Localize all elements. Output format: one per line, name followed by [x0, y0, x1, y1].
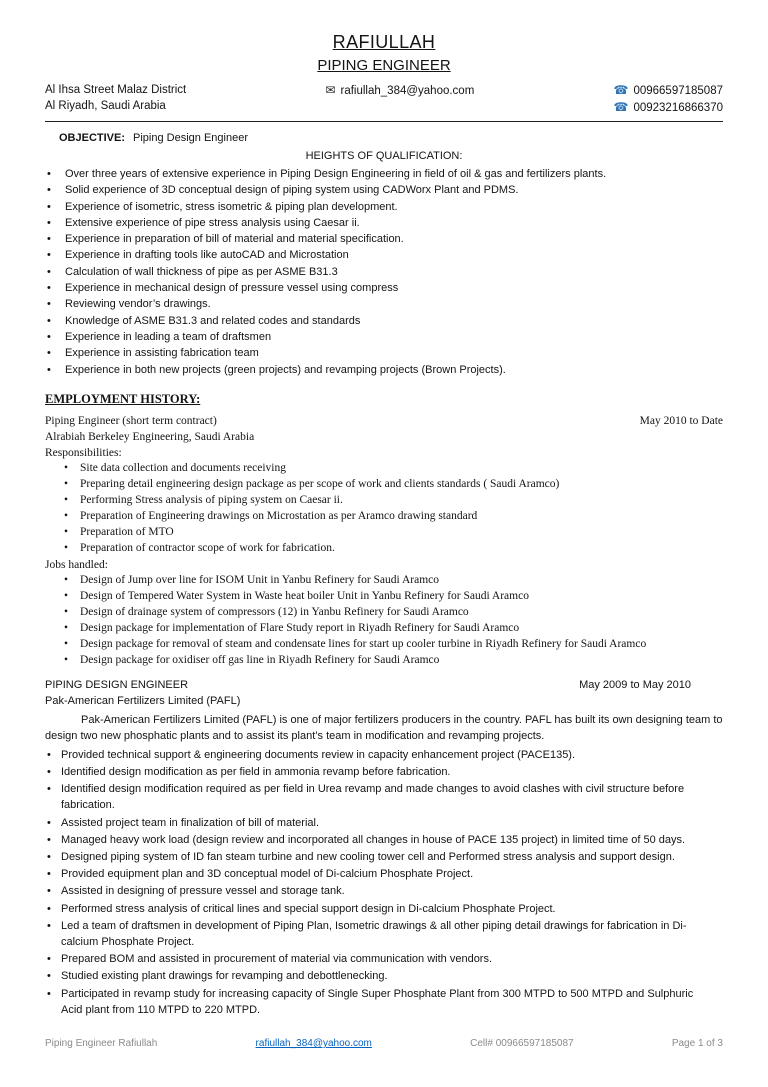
- responsibility-item: • Preparing detail engineering design package as per scope of work and clients standards ( Saudi Aramco): [62, 477, 723, 493]
- envelope-icon: ✉: [325, 83, 336, 97]
- qualification-item: • Experience in mechanical design of pressure vessel using compress: [45, 280, 723, 296]
- qualification-item: • Experience in both new projects (green projects) and revamping projects (Brown Projects).: [45, 362, 723, 378]
- qualification-item: • Experience in drafting tools like autoCAD and Microstation: [45, 247, 723, 263]
- email-block: [325, 83, 474, 97]
- job2-description: Pak-American Fertilizers Limited (PAFL) is one of major fertilizers producers in the country. PAFL has built its own designing team to design two new phosphatic plants and to assist its plant’s team in modification and revamping projects.: [45, 713, 723, 743]
- job-handled-item: • Design package for oxidiser off gas line in Riyadh Refinery for Saudi Aramco: [62, 653, 723, 669]
- highlight-item: • Led a team of draftsmen in development of Piping Plan, Isometric drawings & all other piping detail drawings for fabrication in Di-calcium Phosphate Project.: [45, 918, 723, 950]
- job2-dates: May 2009 to May 2010: [579, 678, 691, 691]
- highlight-item: • Participated in revamp study for increasing capacity of Single Super Phosphate Plant from 300 MTPD to 500 MTPD and Sulphuric Acid plant from 110 MTPD to 220 MTPD.: [45, 986, 723, 1018]
- phone-number-2: 00923216866370: [633, 101, 723, 114]
- qualification-item: • Reviewing vendor’s drawings.: [45, 296, 723, 312]
- responsibility-item: • Preparation of contractor scope of work for fabrication.: [62, 541, 723, 557]
- phone-icon: ☎: [613, 83, 629, 97]
- objective-line: [45, 130, 723, 146]
- job-handled-item: • Design of Jump over line for ISOM Unit in Yanbu Refinery for Saudi Aramco: [62, 573, 723, 589]
- header-divider: [45, 121, 723, 122]
- address-line-2: Al Riyadh, Saudi Arabia: [45, 99, 166, 112]
- phone-block: [614, 83, 724, 116]
- job1-title: Piping Engineer (short term contract): [45, 414, 217, 427]
- highlight-item: • Assisted in designing of pressure vessel and storage tank.: [45, 883, 723, 899]
- highlight-item: • Identified design modification as per field in ammonia revamp before fabrication.: [45, 764, 723, 780]
- job2-title: PIPING DESIGN ENGINEER: [45, 678, 189, 691]
- qualification-item: • Experience in leading a team of draftsmen: [45, 329, 723, 345]
- resume-job-title: PIPING ENGINEER: [317, 57, 451, 74]
- footer-author: Piping Engineer Rafiullah: [45, 1038, 158, 1049]
- qualification-item: • Experience in preparation of bill of material and material specification.: [45, 231, 723, 247]
- highlight-item: • Managed heavy work load (design review and incorporated all changes in house of PACE 135 project) in limited time of 50 days.: [45, 832, 723, 848]
- qualification-item: • Experience of isometric, stress isometric & piping plan development.: [45, 199, 723, 215]
- highlight-item: • Provided equipment plan and 3D conceptual model of Di-calcium Phosphate Project.: [45, 866, 723, 882]
- highlight-item: • Performed stress analysis of critical lines and special support design in Di-calcium Phosphate Project.: [45, 901, 723, 917]
- job2-company: Pak-American Fertilizers Limited (PAFL): [45, 694, 241, 707]
- footer-page-number: Page 1 of 3: [671, 1038, 723, 1049]
- contact-block: [45, 83, 723, 116]
- highlight-item: • Prepared BOM and assisted in procurement of material via communication with vendors.: [45, 951, 723, 967]
- job-handled-item: • Design of drainage system of compressors (12) in Yanbu Refinery for Saudi Aramco: [62, 605, 723, 621]
- qualification-item: • Over three years of extensive experience in Piping Design Engineering in field of oil & gas and fertilizers plants.: [45, 166, 723, 182]
- qualification-item: • Experience in assisting fabrication team: [45, 345, 723, 361]
- job-handled-item: • Design package for removal of steam and condensate lines for start up cooler turbine in Riyadh Refinery for Saudi Aramco: [62, 637, 723, 653]
- responsibility-item: • Performing Stress analysis of piping system on Caesar ii.: [62, 493, 723, 509]
- responsibilities-list: [62, 461, 723, 556]
- email-text: rafiullah_384@yahoo.com: [340, 85, 475, 97]
- jobs-handled-list: [62, 573, 723, 668]
- highlight-item: • Provided technical support & engineering documents review in capacity enhancement project (PACE135).: [45, 747, 723, 763]
- job-handled-item: • Design package for implementation of Flare Study report in Riyadh Refinery for Saudi Aramco: [62, 621, 723, 637]
- page-footer: [45, 1038, 723, 1049]
- responsibility-item: • Site data collection and documents receiving: [62, 461, 723, 477]
- responsibility-item: • Preparation of MTO: [62, 525, 723, 541]
- job1-dates: May 2010 to Date: [639, 414, 723, 427]
- qualification-item: • Solid experience of 3D conceptual design of piping system using CADWorx Plant and PDMS.: [45, 182, 723, 198]
- phone-number-1: 00966597185087: [633, 85, 723, 97]
- qualification-item: • Calculation of wall thickness of pipe as per ASME B31.3: [45, 264, 723, 280]
- job2-highlights-list: [45, 747, 723, 1018]
- highlight-item: • Assisted project team in finalization of bill of material.: [45, 815, 723, 831]
- qualifications-list: [45, 166, 723, 378]
- qualification-item: • Extensive experience of pipe stress analysis using Caesar ii.: [45, 215, 723, 231]
- resume-name: RAFIULLAH: [332, 32, 436, 52]
- qualifications-heading: HEIGHTS OF QUALIFICATION:: [305, 150, 463, 162]
- highlight-item: • Designed piping system of ID fan steam turbine and new cooling tower cell and Performed stress analysis and support design.: [45, 849, 723, 865]
- highlight-item: • Studied existing plant drawings for revamping and debottlenecking.: [45, 968, 723, 984]
- highlight-item: • Identified design modification required as per field in Urea revamp and made changes to avoid clashes with civil structure before fabrication.: [45, 781, 723, 813]
- job-block-1: [45, 413, 723, 669]
- objective-text: Piping Design Engineer: [133, 132, 248, 144]
- jobs-handled-label: Jobs handled:: [45, 558, 108, 571]
- address-block: [45, 83, 186, 114]
- address-line-1: Al Ihsa Street Malaz District: [45, 84, 187, 96]
- objective-label: OBJECTIVE:: [59, 132, 126, 144]
- footer-cell: Cell# 00966597185087: [470, 1038, 574, 1049]
- responsibility-item: • Preparation of Engineering drawings on Microstation as per Aramco drawing standard: [62, 509, 723, 525]
- job-handled-item: • Design of Tempered Water System in Waste heat boiler Unit in Yanbu Refinery for Saudi Aramco: [62, 589, 723, 605]
- employment-heading: EMPLOYMENT HISTORY:: [45, 391, 201, 406]
- job-block-2: [45, 677, 723, 1018]
- footer-email-link[interactable]: rafiullah_384@yahoo.com: [255, 1038, 372, 1049]
- job1-company: Alrabiah Berkeley Engineering, Saudi Arabia: [45, 430, 255, 443]
- responsibilities-label: Responsibilities:: [45, 446, 122, 459]
- phone-icon: ☎: [613, 99, 629, 114]
- qualification-item: • Knowledge of ASME B31.3 and related codes and standards: [45, 313, 723, 329]
